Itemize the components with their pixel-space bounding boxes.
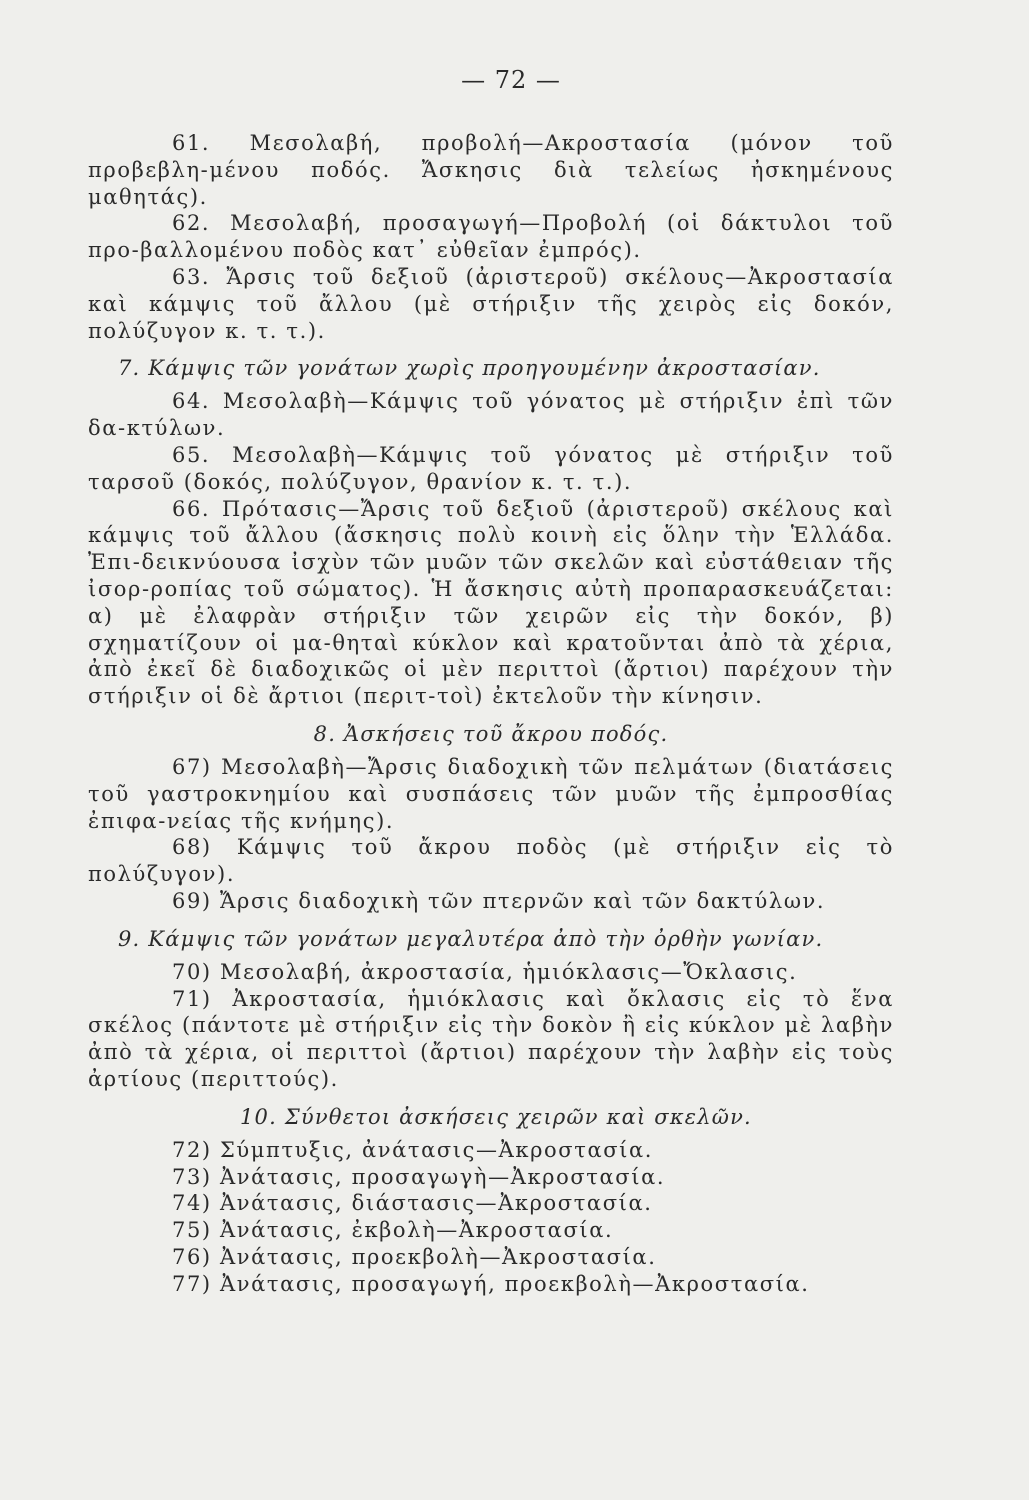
paragraph-74: 74) Ἀνάτασις, διάστασις—Ἀκροστασία. <box>172 1191 653 1216</box>
section-exercises-61-63 <box>88 130 894 344</box>
paragraph-75: 75) Ἀνάτασις, ἐκβολὴ—Ἀκροστασία. <box>172 1218 614 1243</box>
section-exercises-64-66 <box>88 388 894 710</box>
paragraph-72: 72) Σύμπτυξις, ἀνάτασις—Ἀκροστασία. <box>172 1137 654 1162</box>
paragraph-69: 69) Ἄρσις διαδοχικὴ τῶν πτερνῶν καὶ τῶν δακτύλων. <box>172 888 826 913</box>
paragraph-65: 65. Μεσολαβὴ—Κάμψις τοῦ γόνατος μὲ στήριξιν τοῦ ταρσοῦ (δοκός, πολύζυγον, θρανίον κ. τ. τ.). <box>88 442 894 494</box>
paragraph-63: 63. Ἄρσις τοῦ δεξιοῦ (ἀριστεροῦ) σκέλους—Ἀκροστασία καὶ κάμψις τοῦ ἄλλου (μὲ στήριξιν τῆς χειρὸς εἰς δοκόν, πολύζυγον κ. τ. τ.). <box>88 264 894 343</box>
paragraph-71: 71) Ἀκροστασία, ἡμιόκλασις καὶ ὄκλασις εἰς τὸ ἕνα σκέλος (πάντοτε μὲ στήριξιν εἰς τὴν δοκὸν ἢ εἰς κύκλον μὲ λαβὴν ἀπὸ τὰ χέρια, οἱ περιττοὶ (ἄρτιοι) παρέχουν τὴν λαβὴν εἰς τοὺς ἀρτίους (περιττούς). <box>88 986 894 1091</box>
paragraph-67: 67) Μεσολαβὴ—Ἄρσις διαδοχικὴ τῶν πελμάτων (διατάσεις τοῦ γαστροκνημίου καὶ συσπάσεις τῶν μυῶν τῆς ἐμπροσθίας ἐπιφα-νείας τῆς κνήμης). <box>88 754 894 833</box>
section-heading-8: 8. Ἀσκήσεις τοῦ ἄκρου ποδός. <box>313 721 669 746</box>
section-exercises-67-69 <box>88 754 894 915</box>
paragraph-77: 77) Ἀνάτασις, προσαγωγή, προεκβολὴ—Ἀκροστασία. <box>172 1271 810 1296</box>
paragraph-61: 61. Μεσολαβή, προβολή—Ακροστασία (μόνον τοῦ προβεβλη-μένου ποδός. Ἄσκησις διὰ τελείως ἠσκημένους μαθητάς). <box>88 131 894 209</box>
paragraph-62: 62. Μεσολαβή, προσαγωγή—Προβολή (οἱ δάκτυλοι τοῦ προ-βαλλομένου ποδὸς κατ᾽ εὐθεῖαν ἐμπρός). <box>88 211 894 263</box>
paragraph-76: 76) Ἀνάτασις, προεκβολὴ—Ἀκροστασία. <box>172 1244 657 1269</box>
paragraph-64: 64. Μεσολαβὴ—Κάμψις τοῦ γόνατος μὲ στήριξιν ἐπὶ τῶν δα-κτύλων. <box>88 389 894 441</box>
paragraph-66: 66. Πρότασις—Ἄρσις τοῦ δεξιοῦ (ἀριστεροῦ) σκέλους καὶ κάμψις τοῦ ἄλλου (ἄσκησις πολὺ κοινὴ εἰς ὅλην τὴν Ἑλλάδα. Ἐπι-δεικνύουσα ἰσχὺν τῶν μυῶν τῶν σκελῶν καὶ εὐστάθειαν τῆς ἰσορ-ροπίας τοῦ σώματος). Ἡ ἄσκησις αὐτὴ προπαρασκευάζεται: α) μὲ ἐλαφρὰν στήριξιν τῶν χειρῶν εἰς τὴν δοκόν, β) σχηματίζουν οἱ μα-θηταὶ κύκλον καὶ κρατοῦνται ἀπὸ τὰ χέρια, ἀπὸ ἐκεῖ δὲ διαδοχικῶς οἱ μὲν περιττοὶ (ἄρτιοι) παρέχουν τὴν στήριξιν οἱ δὲ ἄρτιοι (περιτ-τοὶ) ἐκτελοῦν τὴν κίνησιν. <box>88 496 894 709</box>
section-exercises-72-77 <box>88 1137 894 1298</box>
section-heading-9: 9. Κάμψις τῶν γονάτων μεγαλυτέρα ἀπὸ τὴν ὀρθὴν γωνίαν. <box>118 926 824 951</box>
paragraph-70: 70) Μεσολαβή, ἀκροστασία, ἡμιόκλασις—Ὄκλασις. <box>172 959 798 984</box>
paragraph-68: 68) Κάμψις τοῦ ἄκρου ποδὸς (μὲ στήριξιν εἰς τὸ πολύζυγον). <box>88 835 894 887</box>
section-heading-7: 7. Κάμψις τῶν γονάτων χωρὶς προηγουμένην ἀκροστασίαν. <box>118 356 821 381</box>
paragraph-73: 73) Ἀνάτασις, προσαγωγὴ—Ἀκροστασία. <box>172 1164 666 1189</box>
section-exercises-70-71 <box>88 959 894 1093</box>
section-heading-10: 10. Σύνθετοι ἀσκήσεις χειρῶν καὶ σκελῶν. <box>240 1104 752 1129</box>
page-number: — 72 — <box>461 66 561 94</box>
